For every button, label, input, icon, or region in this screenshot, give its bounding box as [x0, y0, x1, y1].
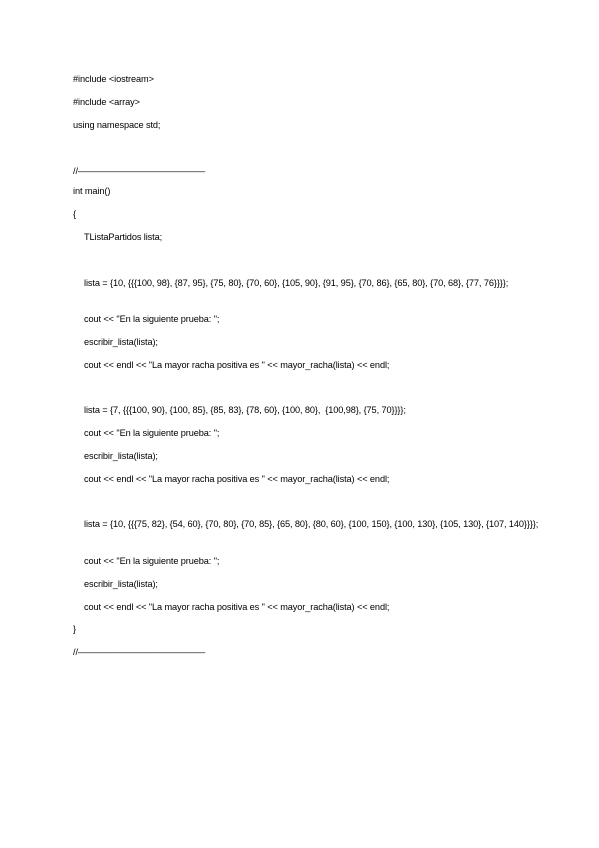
cout-racha-line-1: cout << endl << "La mayor racha positiva es " << mayor_racha(lista) << endl;: [84, 360, 390, 370]
escribir-line-3: escribir_lista(lista);: [84, 579, 158, 589]
cout-racha-line-2: cout << endl << "La mayor racha positiva es " << mayor_racha(lista) << endl;: [84, 474, 390, 484]
using-namespace-line: using namespace std;: [73, 120, 161, 130]
cout-prueba-line-3: cout << "En la siguiente prueba: ";: [84, 556, 220, 566]
include-array-line: #include <array>: [73, 97, 140, 107]
cout-prueba-line-2: cout << "En la siguiente prueba: ";: [84, 428, 220, 438]
cout-prueba-line-1: cout << "En la siguiente prueba: ";: [84, 314, 220, 324]
escribir-line-2: escribir_lista(lista);: [84, 451, 158, 461]
separator-top-line: //——————————————: [73, 166, 206, 176]
include-iostream-line: #include <iostream>: [73, 74, 154, 84]
separator-bottom-line: //——————————————: [73, 647, 206, 657]
assign-line-2: lista = {7, {{{100, 90}, {100, 85}, {85, 83}, {78, 60}, {100, 80}, {100,98}, {75, 70}}}};: [84, 405, 406, 415]
close-brace-line: }: [73, 624, 76, 634]
assign-line-3: lista = {10, {{{75, 82}, {54, 60}, {70, 80}, {70, 85}, {65, 80}, {80, 60}, {100, 150}, {100, 130}, {105, 130}, {107, 140}}}};: [84, 519, 539, 529]
assign-line-1: lista = {10, {{{100, 98}, {87, 95}, {75, 80}, {70, 60}, {105, 90}, {91, 95}, {70, 86}, {65, 80}, {70, 68}, {77, 76}}}};: [84, 278, 509, 288]
escribir-line-1: escribir_lista(lista);: [84, 337, 158, 347]
declaration-line: TListaPartidos lista;: [84, 232, 163, 242]
main-signature-line: int main(): [73, 186, 111, 196]
cout-racha-line-3: cout << endl << "La mayor racha positiva es " << mayor_racha(lista) << endl;: [84, 602, 390, 612]
open-brace-line: {: [73, 209, 76, 219]
